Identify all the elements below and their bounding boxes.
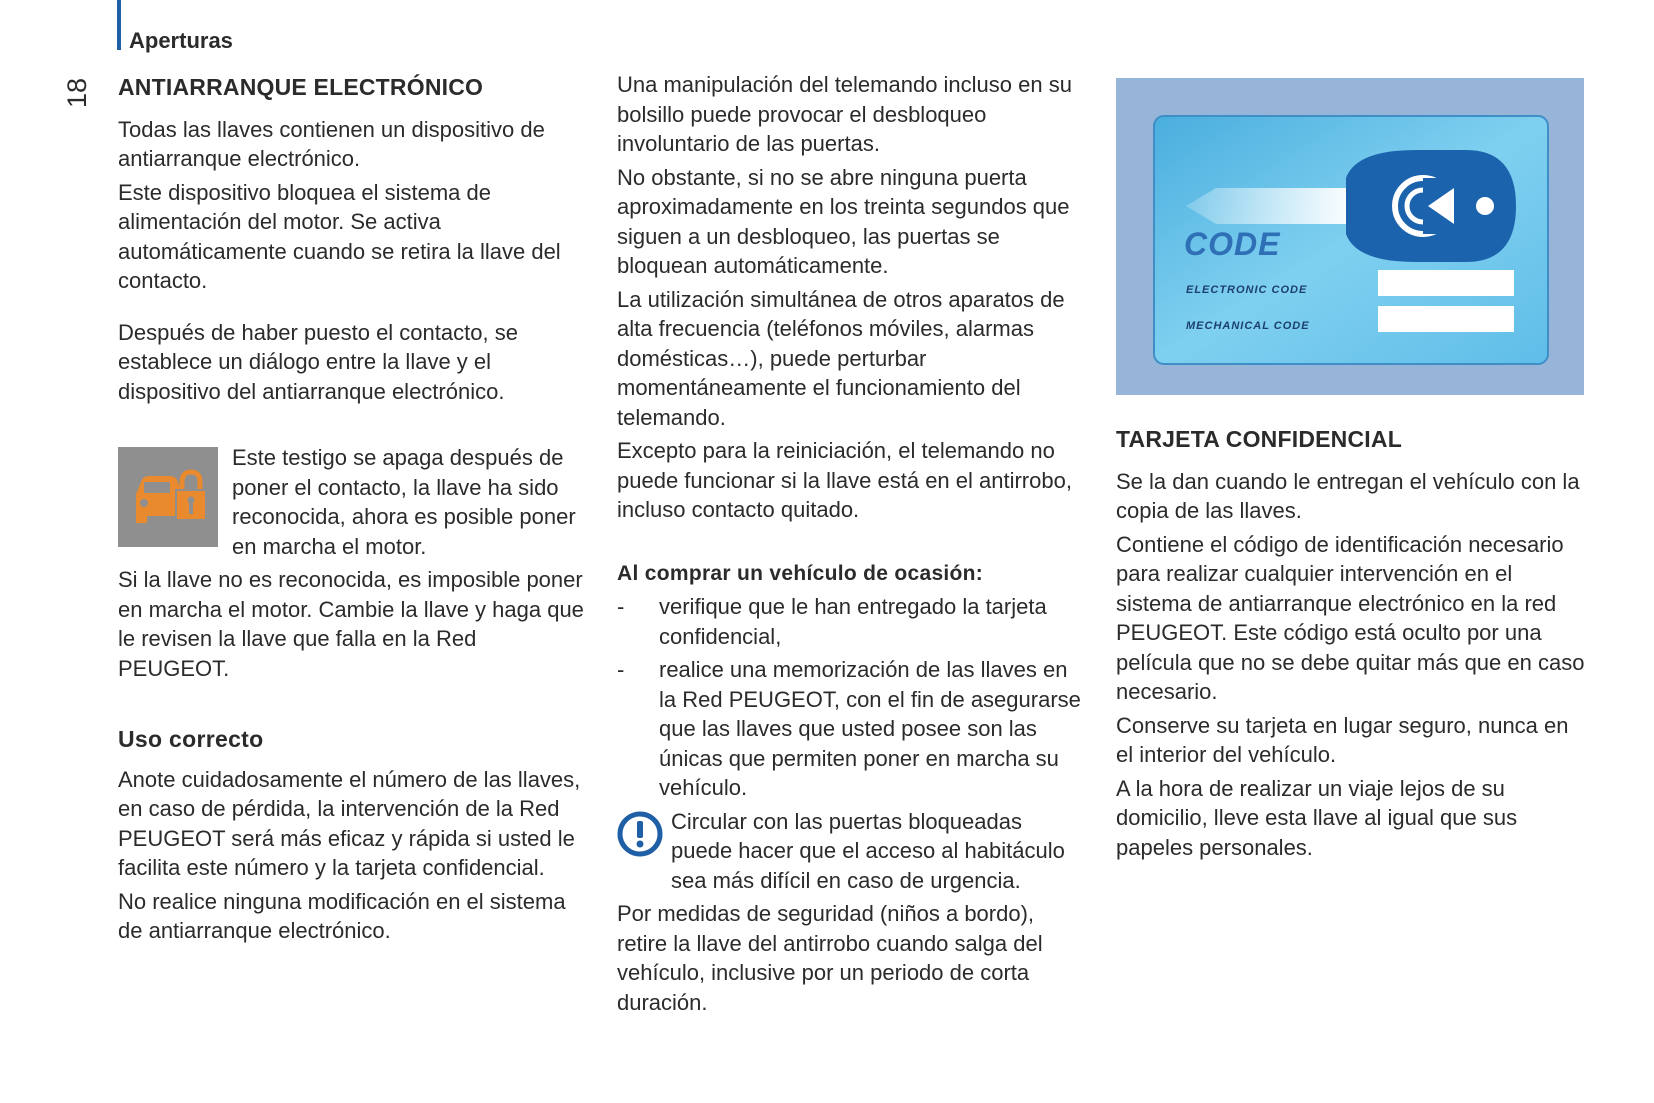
card-mechanical-label: MECHANICAL CODE xyxy=(1186,320,1310,332)
section-title-tarjeta: TARJETA CONFIDENCIAL xyxy=(1116,426,1402,452)
paragraph: No obstante, si no se abre ninguna puerta aproximadamente en los treinta segundos que siguen a un desbloqueo, las puertas se bloquean automáticamente. xyxy=(617,164,1070,278)
list-item xyxy=(617,592,1087,651)
column-right xyxy=(1116,70,1591,866)
paragraph: Se la dan cuando le entregan el vehículo con la copia de las llaves. xyxy=(1116,468,1580,523)
paragraph: Una manipulación del telemando incluso en su bolsillo puede provocar el desbloqueo involuntario de las puertas. xyxy=(617,72,1072,156)
list-item-text: verifique que le han entregado la tarjeta confidencial, xyxy=(659,594,1047,649)
paragraph: Anote cuidadosamente el número de las llaves, en caso de pérdida, la intervención de la Red PEUGEOT será más eficaz y rápida si usted le facilita este número y la tarjeta confidencial. xyxy=(118,766,581,880)
paragraph: Conserve su tarjeta en lugar seguro, nunca en el interior del vehículo. xyxy=(1116,712,1569,767)
warning-block xyxy=(118,443,588,561)
paragraph: A la hora de realizar un viaje lejos de su domicilio, lleve esta llave al igual que sus papeles personales. xyxy=(1116,775,1518,860)
paragraph: Si la llave no es reconocida, es imposible poner en marcha el motor. Cambie la llave y haga que le revisen la llave que falla en la Red PEUGEOT. xyxy=(118,567,584,681)
warning-text: Este testigo se apaga después de poner el contacto, la llave ha sido reconocida, ahora es posible poner en marcha el motor. xyxy=(232,445,576,559)
exclamation-icon xyxy=(617,811,663,857)
header-accent-bar xyxy=(117,0,121,50)
paragraph: Después de haber puesto el contacto, se establece un diálogo entre la llave y el dispositivo del antiarranque electrónico. xyxy=(118,319,518,404)
subtitle-uso-correcto: Uso correcto xyxy=(118,726,264,752)
paragraph: Este dispositivo bloquea el sistema de alimentación del motor. Se activa automáticamente cuando se retira la llave del contacto. xyxy=(118,179,561,293)
paragraph: Contiene el código de identificación necesario para realizar cualquier intervención en el sistema de antiarranque electrónico en la red PEUGEOT. Este código está oculto por una película que no se debe quitar más que en caso necesario. xyxy=(1116,531,1585,704)
list-item-text: realice una memorización de las llaves en la Red PEUGEOT, con el fin de asegurarse que las llaves que usted posee son las únicas que permiten poner en marcha su vehículo. xyxy=(659,657,1081,800)
list-bullet: - xyxy=(617,657,625,682)
electronic-code-field xyxy=(1378,270,1514,296)
subtitle-vehiculo-ocasion: Al comprar un vehículo de ocasión: xyxy=(617,561,984,585)
section-header: Aperturas xyxy=(129,28,233,53)
column-middle xyxy=(617,70,1087,1021)
paragraph: La utilización simultánea de otros aparatos de alta frecuencia (teléfonos móviles, alarmas domésticas…), puede perturbar momentáneamente el funcionamiento del telemando. xyxy=(617,286,1065,430)
mechanical-code-field xyxy=(1378,306,1514,332)
section-title-antiarranque: ANTIARRANQUE ELECTRÓNICO xyxy=(118,74,484,100)
list-bullet: - xyxy=(617,594,625,619)
paragraph: Por medidas de seguridad (niños a bordo), retire la llave del antirrobo cuando salga del vehículo, inclusive por un periodo de corta duración. xyxy=(617,901,1043,1015)
card-electronic-label: ELECTRONIC CODE xyxy=(1186,284,1308,296)
paragraph: Excepto para la reiniciación, el telemando no puede funcionar si la llave está en el antirrobo, incluso contacto quitado. xyxy=(617,438,1072,522)
paragraph: No realice ninguna modificación en el sistema de antiarranque electrónico. xyxy=(118,888,566,943)
page-number: 18 xyxy=(62,77,92,108)
confidential-card-illustration xyxy=(1116,78,1584,395)
caution-text: Circular con las puertas bloqueadas puede hacer que el acceso al habitáculo sea más difícil en caso de urgencia. xyxy=(671,808,1065,893)
immobiliser-warning-light-icon xyxy=(118,447,218,547)
paragraph: Todas las llaves contienen un dispositivo de antiarranque electrónico. xyxy=(118,116,545,171)
caution-note xyxy=(617,807,1087,896)
card-code-label: CODE xyxy=(1184,226,1281,262)
column-left xyxy=(118,70,588,950)
list-item xyxy=(617,655,1087,803)
